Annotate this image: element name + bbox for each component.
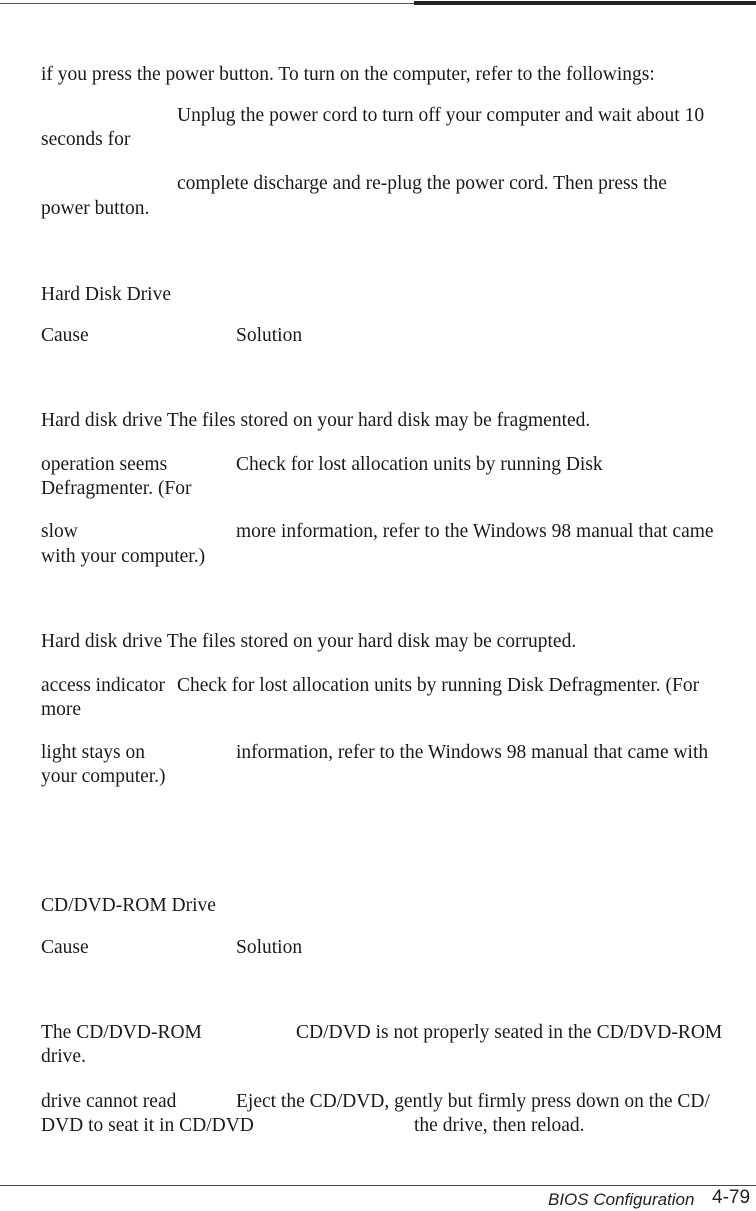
hdd-issue2-wrap-2: more: [41, 699, 82, 720]
footer-rule: [0, 1185, 756, 1186]
intro-line-1: if you press the power button. To turn on the computer, refer to the followings:: [41, 64, 655, 85]
cd-solution-label: Solution: [236, 937, 303, 958]
cd-issue1-wrap-2a: DVD to seat it in CD/DVD: [41, 1115, 254, 1136]
hdd-issue1-wrap-2: Defragmenter. (For: [41, 478, 192, 499]
hdd-issue2-wrap-3: your computer.): [41, 766, 166, 787]
cd-issue1-wrap-2b: the drive, then reload.: [414, 1115, 585, 1136]
header-rule-thick: [414, 1, 756, 5]
page-number: 4-79: [712, 1187, 751, 1208]
intro-line-3a: complete discharge and re-plug the power cord. Then press the: [177, 173, 667, 194]
hdd-issue2-cause-3: light stays on: [41, 742, 146, 763]
intro-line-2a: Unplug the power cord to turn off your computer and wait about 10: [177, 105, 705, 126]
hdd-solution-label: Solution: [236, 325, 303, 346]
hdd-issue1-line1: Hard disk drive The files stored on your hard disk may be fragmented.: [41, 410, 591, 431]
intro-line-2b: seconds for: [41, 129, 131, 150]
hdd-issue1-cause-2: operation seems: [41, 454, 168, 475]
hdd-issue2-cause-2: access indicator: [41, 675, 165, 696]
footer-section-title: BIOS Configuration: [548, 1190, 695, 1209]
cd-cause-label: Cause: [41, 937, 89, 958]
hdd-issue2-solution-3: information, refer to the Windows 98 manual that came with: [236, 742, 709, 763]
hdd-issue1-cause-3: slow: [41, 521, 78, 542]
hdd-issue1-wrap-3: with your computer.): [41, 546, 206, 567]
intro-line-3b: power button.: [41, 198, 150, 219]
hdd-issue1-solution-2: Check for lost allocation units by running Disk: [236, 454, 603, 475]
hdd-heading: Hard Disk Drive: [41, 284, 171, 305]
cd-issue1-cause-2: drive cannot read: [41, 1091, 177, 1112]
hdd-cause-label: Cause: [41, 325, 89, 346]
cd-heading: CD/DVD-ROM Drive: [41, 895, 216, 916]
cd-issue1-solution-2: Eject the CD/DVD, gently but firmly press down on the CD/: [236, 1091, 710, 1112]
cd-issue1-solution-1: CD/DVD is not properly seated in the CD/DVD-ROM: [296, 1022, 723, 1043]
hdd-issue2-line1: Hard disk drive The files stored on your hard disk may be corrupted.: [41, 631, 577, 652]
cd-issue1-cause-1: The CD/DVD-ROM: [41, 1022, 202, 1043]
hdd-issue2-solution-2: Check for lost allocation units by running Disk Defragmenter. (For: [177, 675, 700, 696]
hdd-issue1-solution-3: more information, refer to the Windows 98 manual that came: [236, 521, 714, 542]
cd-issue1-wrap-1: drive.: [41, 1046, 86, 1067]
header-rule-thin: [0, 3, 414, 4]
